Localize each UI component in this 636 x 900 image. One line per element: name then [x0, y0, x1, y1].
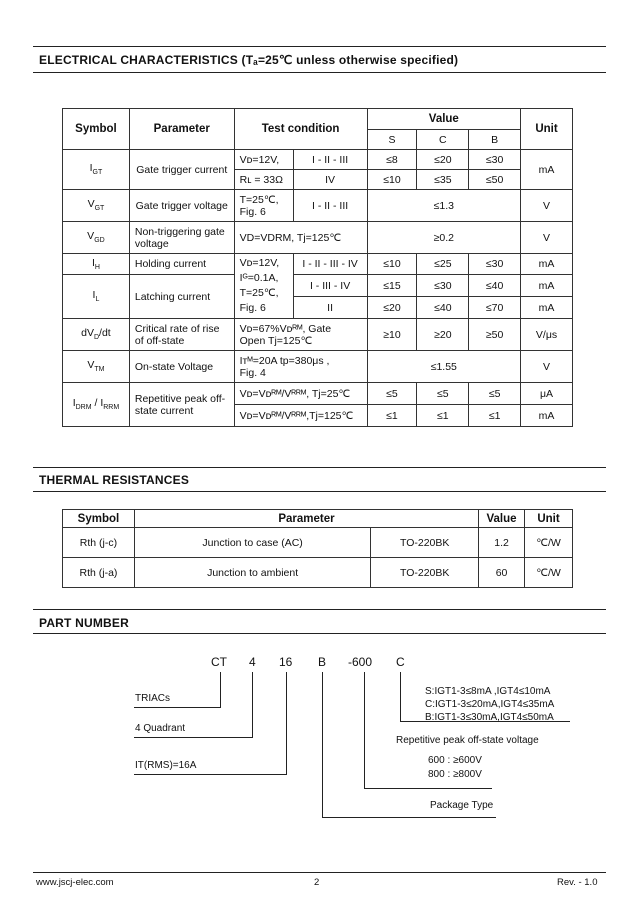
hdr-value: Value	[367, 109, 521, 130]
idrm-b1: ≤5	[469, 383, 521, 405]
hdr-c: C	[417, 130, 469, 150]
il-symbol: $I_L$	[63, 275, 130, 319]
thermal-title: THERMAL RESISTANCES	[39, 473, 190, 487]
igt-s2: ≤10	[367, 170, 417, 190]
rth-jc-symbol: Rth (j-c)	[63, 528, 135, 558]
label-rep-voltage: Repetitive peak off-state voltage	[396, 735, 539, 746]
vgt-symbol: $V_{GT}$	[63, 190, 130, 222]
igt-param: Gate trigger current	[129, 150, 234, 190]
label-grade-s: S:IGT1-3≤8mA ,IGT4≤10mA	[425, 686, 551, 697]
vgd-unit: V	[521, 222, 573, 254]
label-grade-c: C:IGT1-3≤20mA,IGT4≤35mA	[425, 699, 555, 710]
electrical-table	[62, 108, 573, 427]
line-cur	[286, 672, 287, 775]
rth-ja-unit: ℃/W	[525, 558, 573, 588]
code-package: B	[318, 655, 327, 669]
code-current: 16	[279, 655, 293, 669]
hdr-parameter: Parameter	[129, 109, 234, 150]
idrm-b2: ≤1	[469, 405, 521, 427]
top-rule	[33, 46, 606, 47]
label-grade-b: B:IGT1-3≤30mA,IGT4≤50mA	[425, 712, 554, 723]
igt-b1: ≤30	[469, 150, 521, 170]
vtm-val: ≤1.55	[367, 351, 521, 383]
idrm-unit1: μA	[521, 383, 573, 405]
vtm-param: On-state Voltage	[129, 351, 234, 383]
dvdt-c: ≥20	[417, 319, 469, 351]
vgd-param: Non-triggering gate voltage	[129, 222, 234, 254]
igt-symbol: $I_{GT}$	[63, 150, 130, 190]
idrm-cond1: Vᴅ=Vᴅᴿᴹ/Vᴿᴿᴹ, Tj=25℃	[234, 383, 367, 405]
ec-rule	[33, 72, 606, 73]
footer-url: www.jscj-elec.com	[36, 877, 114, 888]
il-s1: ≤15	[367, 275, 417, 297]
il-param: Latching current	[129, 275, 234, 319]
line-quad	[252, 672, 253, 738]
hdr-test: Test condition	[234, 109, 367, 150]
rth-jc-unit: ℃/W	[525, 528, 573, 558]
th-value: Value	[479, 510, 525, 528]
th-symbol: Symbol	[63, 510, 135, 528]
idrm-s2: ≤1	[367, 405, 417, 427]
idrm-param: Repetitive peak off- state current	[129, 383, 234, 427]
ec-title: ELECTRICAL CHARACTERISTICS (Tₐ=25℃ unless otherwise specified)	[39, 53, 459, 67]
ih-b: ≤30	[469, 254, 521, 275]
vtm-cond: Iᴛᴹ=20A tp=380μs , Fig. 4	[234, 351, 367, 383]
vgt-q: I - II - III	[293, 190, 367, 222]
code-voltage: -600	[348, 655, 373, 669]
vgt-cond: T=25℃, Fig. 6	[234, 190, 293, 222]
il-s2: ≤20	[367, 297, 417, 319]
thermal-rule-top	[33, 467, 606, 468]
il-b1: ≤40	[469, 275, 521, 297]
line-pkg	[322, 672, 323, 818]
vgd-symbol: $V_{GD}$	[63, 222, 130, 254]
idrm-symbol: $I_{DRM} / I_{RRM}$	[63, 383, 130, 427]
igt-cond1: Vᴅ=12V,	[234, 150, 293, 170]
idrm-s1: ≤5	[367, 383, 417, 405]
rth-ja-symbol: Rth (j-a)	[63, 558, 135, 588]
dvdt-unit: V/μs	[521, 319, 573, 351]
idrm-c1: ≤5	[417, 383, 469, 405]
rth-ja-param: Junction to ambient	[134, 558, 370, 588]
idrm-unit2: mA	[521, 405, 573, 427]
il-c2: ≤40	[417, 297, 469, 319]
idrm-cond2: Vᴅ=Vᴅᴿᴹ/Vᴿᴿᴹ,Tj=125℃	[234, 405, 367, 427]
vgd-cond: VD=VDRM, Tj=125℃	[234, 222, 367, 254]
igt-q1: I - II - III	[293, 150, 367, 170]
line-ct-h	[134, 707, 221, 708]
th-unit: Unit	[525, 510, 573, 528]
label-quadrant: 4 Quadrant	[135, 723, 186, 734]
ih-unit: mA	[521, 254, 573, 275]
footer-page: 2	[314, 877, 320, 888]
thermal-table	[62, 509, 573, 588]
line-ct	[220, 672, 221, 708]
part-title: PART NUMBER	[39, 616, 129, 630]
label-v600: 600 : ≥600V	[428, 755, 482, 766]
footer-rule	[33, 872, 606, 873]
vtm-symbol: $V_{TM}$	[63, 351, 130, 383]
rth-jc-value: 1.2	[479, 528, 525, 558]
label-irms: IT(RMS)=16A	[135, 760, 197, 771]
line-cur-h	[134, 774, 287, 775]
line-pkg-h	[322, 817, 496, 818]
il-c1: ≤30	[417, 275, 469, 297]
code-grade: C	[396, 655, 405, 669]
vgt-val: ≤1.3	[367, 190, 521, 222]
dvdt-cond: Vᴅ=67%Vᴅᴿᴹ, Gate Open Tj=125℃	[234, 319, 367, 351]
thermal-rule	[33, 491, 606, 492]
ih-s: ≤10	[367, 254, 417, 275]
ih-cond: Vᴅ=12V, Iᴳ=0.1A, T=25℃, Fig. 6	[234, 254, 293, 319]
dvdt-symbol: $dV_D/dt$	[63, 319, 130, 351]
code-quadrant: 4	[249, 655, 256, 669]
vtm-unit: V	[521, 351, 573, 383]
igt-c1: ≤20	[417, 150, 469, 170]
rth-jc-param: Junction to case (AC)	[134, 528, 370, 558]
il-unit2: mA	[521, 297, 573, 319]
idrm-c2: ≤1	[417, 405, 469, 427]
il-q1: I - III - IV	[293, 275, 367, 297]
line-grade	[400, 672, 401, 722]
igt-c2: ≤35	[417, 170, 469, 190]
ih-symbol: $I_H$	[63, 254, 130, 275]
vgt-param: Gate trigger voltage	[129, 190, 234, 222]
line-volt-h	[364, 788, 492, 789]
th-parameter: Parameter	[134, 510, 478, 528]
igt-q2: IV	[293, 170, 367, 190]
hdr-unit: Unit	[521, 109, 573, 150]
ih-param: Holding current	[129, 254, 234, 275]
igt-unit: mA	[521, 150, 573, 190]
line-quad-h	[134, 737, 253, 738]
igt-b2: ≤50	[469, 170, 521, 190]
ih-c: ≤25	[417, 254, 469, 275]
part-rule	[33, 633, 606, 634]
il-unit1: mA	[521, 275, 573, 297]
code-ct: CT	[211, 655, 227, 669]
label-triacs: TRIACs	[135, 693, 170, 704]
rth-jc-pkg: TO-220BK	[371, 528, 479, 558]
label-v800: 800 : ≥800V	[428, 769, 482, 780]
hdr-s: S	[367, 130, 417, 150]
label-package-type: Package Type	[430, 800, 494, 811]
hdr-symbol: Symbol	[63, 109, 130, 150]
vgd-val: ≥0.2	[367, 222, 521, 254]
line-volt	[364, 672, 365, 789]
il-q2: II	[293, 297, 367, 319]
dvdt-b: ≥50	[469, 319, 521, 351]
rth-ja-pkg: TO-220BK	[371, 558, 479, 588]
hdr-b: B	[469, 130, 521, 150]
dvdt-param: Critical rate of rise of off-state	[129, 319, 234, 351]
footer-rev: Rev. - 1.0	[557, 877, 598, 888]
part-rule-top	[33, 609, 606, 610]
igt-cond2: Rʟ = 33Ω	[234, 170, 293, 190]
rth-ja-value: 60	[479, 558, 525, 588]
ih-q: I - II - III - IV	[293, 254, 367, 275]
il-b2: ≤70	[469, 297, 521, 319]
vgt-unit: V	[521, 190, 573, 222]
igt-s1: ≤8	[367, 150, 417, 170]
dvdt-s: ≥10	[367, 319, 417, 351]
